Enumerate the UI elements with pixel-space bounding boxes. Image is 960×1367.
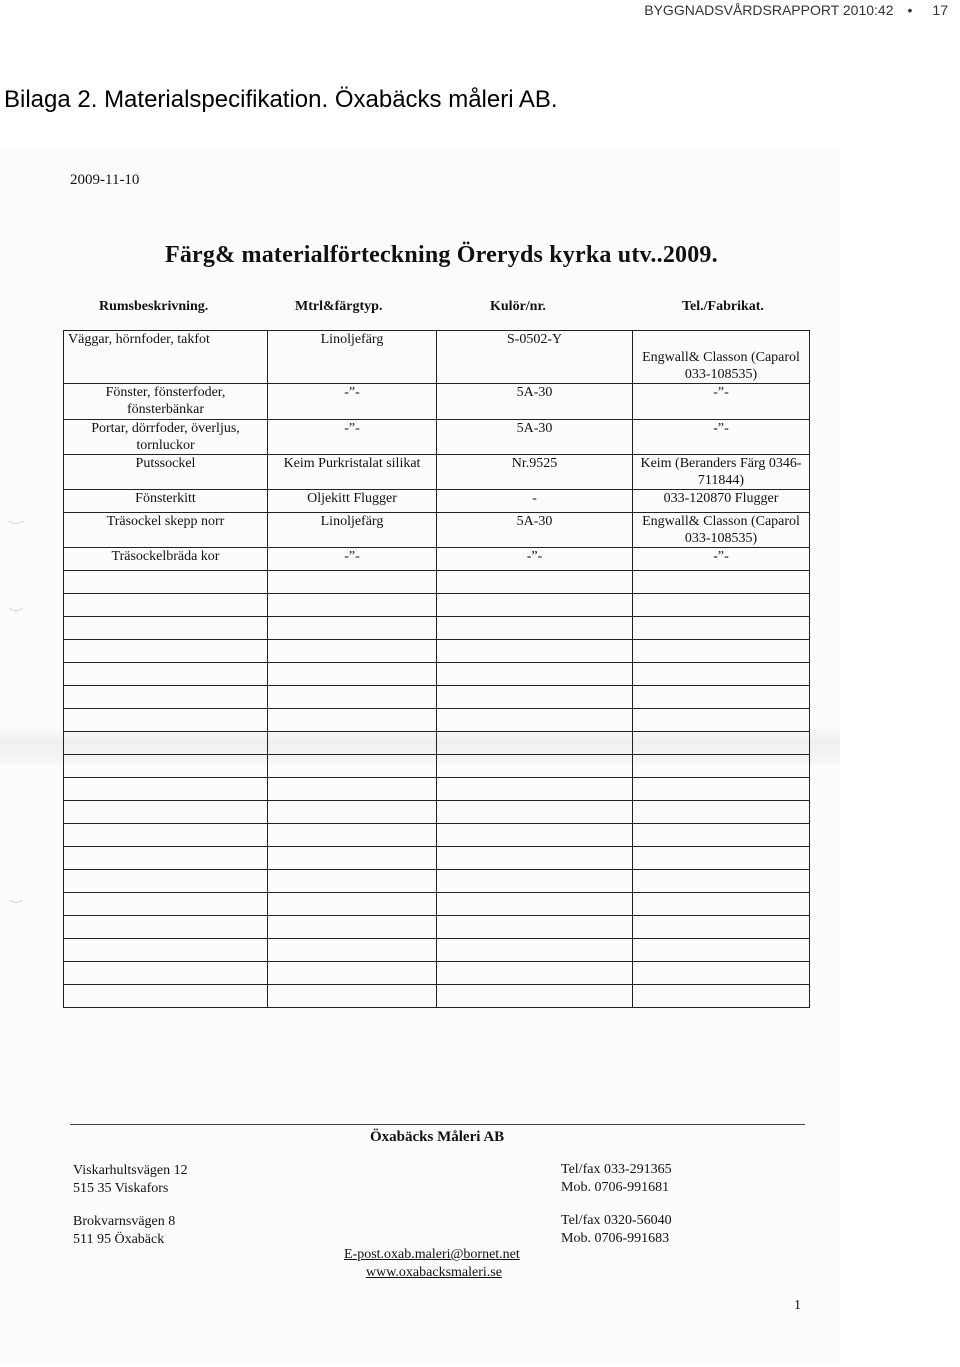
cell-empty: [633, 732, 810, 755]
cell-empty: [437, 617, 633, 640]
cell-empty: [437, 916, 633, 939]
cell-material: -”-: [268, 420, 437, 455]
cell-empty: [64, 801, 268, 824]
cell-empty: [633, 755, 810, 778]
footer-phone-1: [561, 1161, 672, 1197]
cell-colour: S-0502-Y: [437, 331, 633, 384]
table-row: [64, 331, 810, 384]
cell-empty: [437, 985, 633, 1008]
cell-colour: -: [437, 490, 633, 513]
cell-material: Linoljefärg: [268, 331, 437, 384]
cell-empty: [268, 939, 437, 962]
cell-room: Putssockel: [64, 455, 268, 490]
cell-supplier: Engwall& Classon (Caparol 033-108535): [633, 513, 810, 548]
footer-phone-1-mobile: Mob. 0706-991681: [561, 1180, 670, 1195]
table-row-empty: [64, 778, 810, 801]
table-row-empty: [64, 824, 810, 847]
table-row-empty: [64, 801, 810, 824]
cell-empty: [633, 617, 810, 640]
cell-empty: [64, 686, 268, 709]
cell-empty: [64, 893, 268, 916]
material-table-body: [64, 331, 810, 1008]
report-page-number: 17: [932, 2, 948, 18]
cell-empty: [437, 709, 633, 732]
table-row-empty: [64, 617, 810, 640]
cell-empty: [437, 755, 633, 778]
table-row-empty: [64, 640, 810, 663]
cell-supplier: -”-: [633, 420, 810, 455]
cell-empty: [268, 640, 437, 663]
footer-phone-2-mobile: Mob. 0706-991683: [561, 1231, 670, 1246]
cell-empty: [268, 824, 437, 847]
cell-supplier: Keim (Beranders Färg 0346-711844): [633, 455, 810, 490]
cell-empty: [437, 686, 633, 709]
cell-empty: [64, 709, 268, 732]
cell-empty: [633, 663, 810, 686]
cell-empty: [633, 801, 810, 824]
table-row-empty: [64, 962, 810, 985]
footer-phone-2-fax: Tel/fax 0320-56040: [561, 1213, 672, 1228]
cell-empty: [64, 778, 268, 801]
table-row: [64, 490, 810, 513]
cell-material: Linoljefärg: [268, 513, 437, 548]
footer-rule: [70, 1124, 805, 1125]
punch-hole-mark: [6, 884, 26, 903]
table-row-empty: [64, 594, 810, 617]
table-row-empty: [64, 893, 810, 916]
cell-empty: [268, 571, 437, 594]
cell-empty: [64, 870, 268, 893]
cell-empty: [268, 617, 437, 640]
cell-empty: [268, 847, 437, 870]
table-row: [64, 420, 810, 455]
cell-material: Keim Purkristalat silikat: [268, 455, 437, 490]
cell-empty: [437, 893, 633, 916]
cell-empty: [633, 870, 810, 893]
cell-supplier: -”-: [633, 548, 810, 571]
table-row: [64, 455, 810, 490]
cell-empty: [268, 709, 437, 732]
cell-empty: [437, 663, 633, 686]
cell-colour: 5A-30: [437, 420, 633, 455]
cell-colour: -”-: [437, 548, 633, 571]
cell-empty: [633, 985, 810, 1008]
cell-empty: [437, 962, 633, 985]
page-title: Bilaga 2. Materialspecifikation. Öxabäcks måleri AB.: [4, 86, 558, 113]
cell-empty: [268, 755, 437, 778]
table-row: [64, 384, 810, 420]
footer-address-1-street: Viskarhultsvägen 12: [73, 1163, 188, 1178]
cell-empty: [633, 709, 810, 732]
table-row-empty: [64, 916, 810, 939]
cell-empty: [633, 939, 810, 962]
table-row-empty: [64, 732, 810, 755]
document-date: 2009-11-10: [70, 172, 140, 188]
cell-empty: [633, 847, 810, 870]
column-header-supplier: Tel./Fabrikat.: [682, 299, 764, 314]
cell-supplier: Engwall& Classon (Caparol 033-108535): [633, 331, 810, 384]
punch-hole-mark: [6, 592, 26, 611]
cell-empty: [268, 663, 437, 686]
cell-empty: [633, 686, 810, 709]
cell-supplier: -”-: [633, 384, 810, 420]
cell-empty: [64, 571, 268, 594]
cell-empty: [268, 893, 437, 916]
table-row-empty: [64, 571, 810, 594]
cell-empty: [633, 962, 810, 985]
table-row-empty: [64, 939, 810, 962]
cell-empty: [268, 870, 437, 893]
cell-room: Väggar, hörnfoder, takfot: [64, 331, 268, 384]
table-row-empty: [64, 847, 810, 870]
cell-supplier: 033-120870 Flugger: [633, 490, 810, 513]
punch-hole-mark: [6, 505, 26, 524]
running-header: [644, 2, 948, 18]
footer-address-2-city: 511 95 Öxabäck: [73, 1232, 165, 1247]
cell-empty: [64, 755, 268, 778]
column-header-room: Rumsbeskrivning.: [99, 299, 209, 314]
document-page-number: 1: [794, 1298, 801, 1313]
cell-empty: [633, 893, 810, 916]
cell-empty: [633, 778, 810, 801]
table-row-empty: [64, 985, 810, 1008]
cell-empty: [268, 916, 437, 939]
cell-empty: [64, 847, 268, 870]
cell-room: Träsockel skepp norr: [64, 513, 268, 548]
cell-empty: [633, 640, 810, 663]
column-header-colour: Kulör/nr.: [490, 299, 546, 314]
footer-address-1: [73, 1162, 188, 1198]
cell-room: Fönsterkitt: [64, 490, 268, 513]
footer-phone-2: [561, 1212, 672, 1248]
cell-empty: [437, 847, 633, 870]
cell-empty: [64, 594, 268, 617]
material-table: [63, 330, 810, 1008]
cell-empty: [437, 870, 633, 893]
cell-room: Träsockelbräda kor: [64, 548, 268, 571]
footer-phone-1-fax: Tel/fax 033-291365: [561, 1162, 672, 1177]
cell-empty: [64, 617, 268, 640]
cell-empty: [64, 985, 268, 1008]
cell-colour: 5A-30: [437, 513, 633, 548]
cell-empty: [633, 571, 810, 594]
cell-material: Oljekitt Flugger: [268, 490, 437, 513]
cell-empty: [64, 916, 268, 939]
cell-colour: 5A-30: [437, 384, 633, 420]
footer-address-2: [73, 1213, 175, 1249]
cell-empty: [268, 686, 437, 709]
cell-empty: [64, 663, 268, 686]
footer-address-1-city: 515 35 Viskafors: [73, 1181, 169, 1196]
cell-empty: [268, 962, 437, 985]
footer-company: Öxabäcks Måleri AB: [370, 1129, 505, 1145]
document-title: Färg& materialförteckning Öreryds kyrka utv..2009.: [165, 242, 718, 268]
cell-empty: [268, 801, 437, 824]
footer-web-link[interactable]: www.oxabacksmaleri.se: [366, 1265, 502, 1280]
cell-material: -”-: [268, 548, 437, 571]
cell-room: Fönster, fönsterfoder, fönsterbänkar: [64, 384, 268, 420]
cell-empty: [437, 778, 633, 801]
cell-empty: [268, 732, 437, 755]
cell-empty: [633, 916, 810, 939]
header-separator: •: [907, 2, 913, 18]
table-row-empty: [64, 870, 810, 893]
cell-empty: [64, 824, 268, 847]
table-row: [64, 513, 810, 548]
cell-empty: [437, 801, 633, 824]
cell-empty: [268, 985, 437, 1008]
cell-empty: [64, 640, 268, 663]
column-header-material: Mtrl&färgtyp.: [295, 299, 383, 314]
cell-empty: [633, 824, 810, 847]
scanned-document: [0, 150, 840, 1362]
footer-address-2-street: Brokvarnsvägen 8: [73, 1214, 176, 1229]
cell-empty: [437, 939, 633, 962]
cell-empty: [437, 640, 633, 663]
table-row-empty: [64, 686, 810, 709]
footer-email-link[interactable]: E-post.oxab.maleri@bornet.net: [344, 1247, 520, 1262]
cell-empty: [64, 939, 268, 962]
table-row-empty: [64, 663, 810, 686]
table-row: [64, 548, 810, 571]
cell-room: Portar, dörrfoder, överljus, tornluckor: [64, 420, 268, 455]
cell-empty: [268, 594, 437, 617]
table-row-empty: [64, 709, 810, 732]
cell-empty: [268, 778, 437, 801]
cell-empty: [64, 962, 268, 985]
table-row-empty: [64, 755, 810, 778]
cell-empty: [437, 594, 633, 617]
cell-empty: [437, 824, 633, 847]
cell-empty: [437, 732, 633, 755]
cell-material: -”-: [268, 384, 437, 420]
cell-empty: [64, 732, 268, 755]
cell-colour: Nr.9525: [437, 455, 633, 490]
cell-empty: [437, 571, 633, 594]
report-series: BYGGNADSVÅRDSRAPPORT 2010:42: [644, 2, 894, 18]
cell-empty: [633, 594, 810, 617]
